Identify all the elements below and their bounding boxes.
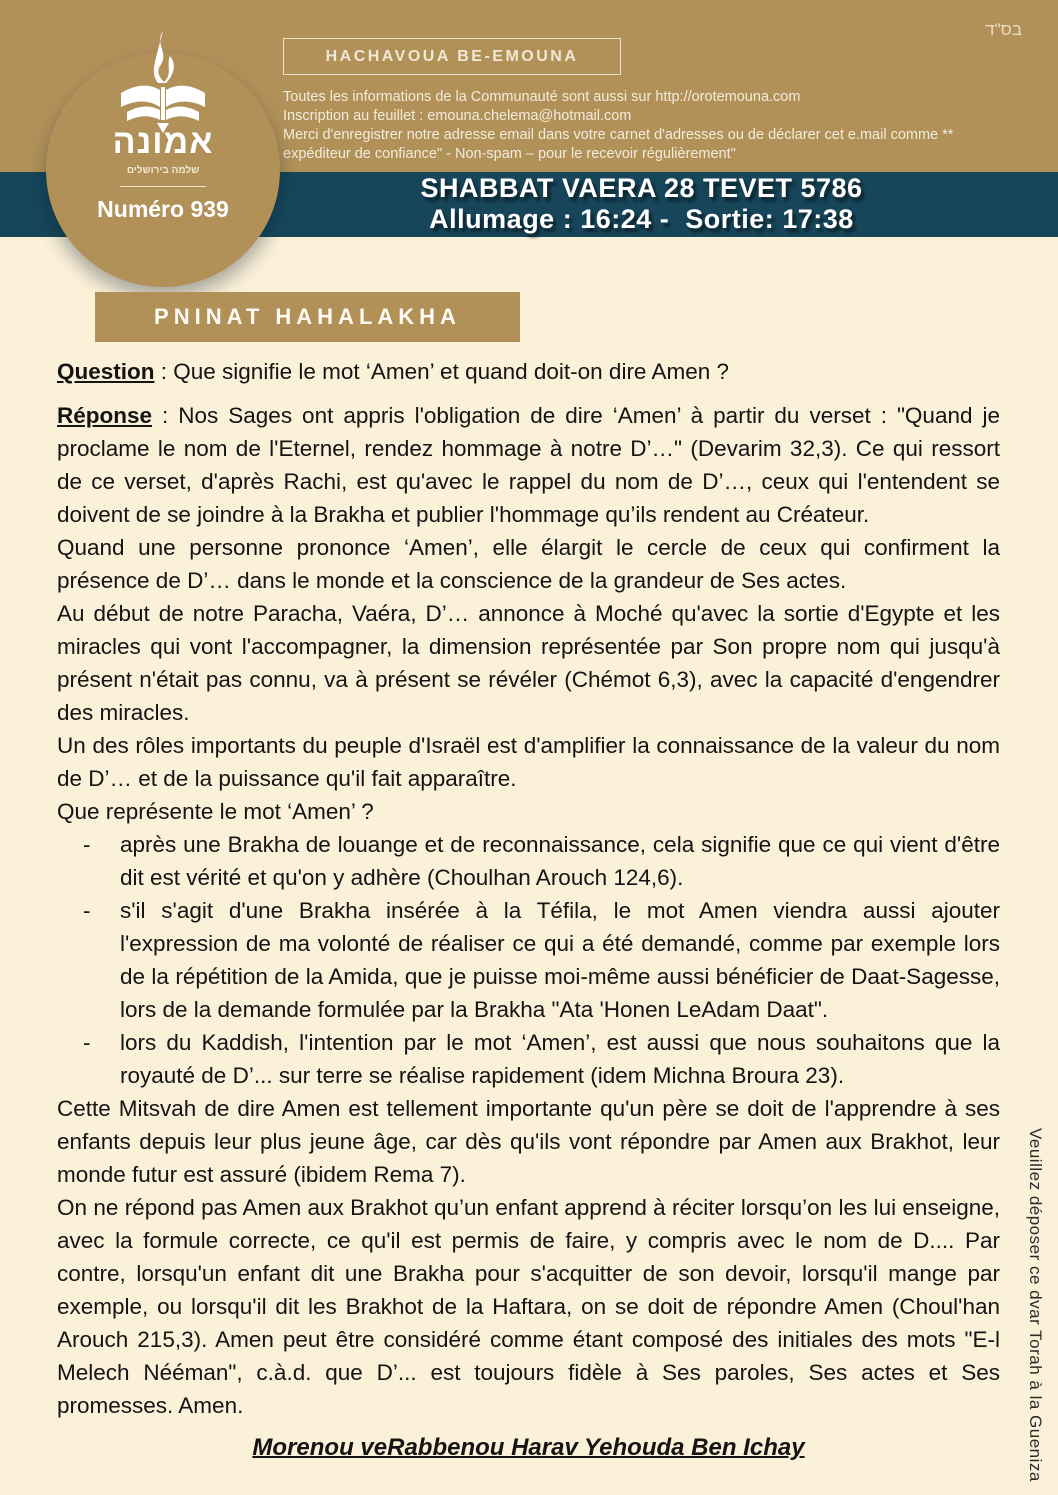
candle-times: Allumage : 16:24 - Sortie: 17:38 bbox=[429, 204, 854, 234]
answer-label: Réponse bbox=[57, 403, 153, 428]
paragraph: On ne répond pas Amen aux Brakhot qu’un enfant apprend à réciter lorsqu’on les lui enseigne, avec la formule correcte, ce qu'il est permis de faire, y compris avec le nom de D.... Par contre, lorsqu'un enfant dit une Brakha pour s'acquitter de son devoir, lorsqu'il mange par exemple, ou lorsqu'il dit les Brakhot de la Haftara, on se doit de répondre Amen (Choul'han Arouch 215,3). Amen peut être considéré comme étant composé des initiales des mots "E-l Melech Nééman", c.à.d. que D’... est toujours fidèle à Ses paroles, Ses actes et Ses promesses. Amen. bbox=[57, 1195, 1000, 1418]
list-item bbox=[57, 894, 1000, 1026]
question-line bbox=[57, 356, 1000, 388]
shabbat-band-text bbox=[280, 173, 1003, 235]
list-item-text: lors du Kaddish, l'intention par le mot ‘Amen’, est aussi que nous souhaitons que la royauté de D’... sur terre se réalise rapidement (idem Michna Broura 23). bbox=[120, 1030, 1000, 1088]
list-item-text: s'il s'agit d'une Brakha insérée à la Téfila, le mot Amen viendra aussi ajouter l'expression de ma volonté de réaliser ce qui a été demandé, comme par exemple lors de la répétition de la Amida, que je puisse moi-même aussi bénéficier de Daat-Sagesse, lors de la demande formulée par la Brakha "Ata 'Honen LeAdam Daat". bbox=[120, 898, 1000, 1022]
answer-paragraph bbox=[57, 399, 1000, 531]
shabbat-title: SHABBAT VAERA 28 TEVET 5786 bbox=[420, 173, 863, 203]
list-item-text: après une Brakha de louange et de reconnaissance, cela signifie que ce qui vient d'être dit est vérité et qu'on y adhère (Choulhan Arouch 124,6). bbox=[120, 832, 1000, 890]
info-line-notice-2: expéditeur de confiance" - Non-spam – pour le recevoir régulièrement" bbox=[283, 146, 736, 162]
paragraph: Cette Mitsvah de dire Amen est tellement importante qu'un père se doit de l'apprendre à ses enfants depuis leur plus jeune âge, car dès qu'ils vont répondre par Amen aux Brakhot, leur monde futur est assuré (ibidem Rema 7). bbox=[57, 1096, 1000, 1187]
masthead-info bbox=[283, 88, 1003, 164]
dash-bullet-icon: - bbox=[83, 832, 91, 857]
logo-circle bbox=[46, 53, 280, 287]
answer-text: : Nos Sages ont appris l'obligation de dire ‘Amen’ à partir du verset : "Quand je proclame le nom de l'Eternel, rendez hommage à notre D’…" (Devarim 32,3). Ce qui ressort de ce verset, d'après Rachi, est qu'avec le rappel du nom de D’…, ceux qui l'entendent se doivent de se joindre à la Brakha et publier l'hommage qu’ils rendent au Créateur. bbox=[57, 403, 1000, 527]
circle-divider bbox=[120, 186, 206, 187]
author-signature: Morenou veRabbenou Harav Yehouda Ben Ichay bbox=[252, 1434, 805, 1461]
paragraph: Au début de notre Paracha, Vaéra, D’… annonce à Moché qu'avec la sortie d'Egypte et les miracles qui vont l'accompagner, la dimension représentée par Son propre nom qui jusqu'à présent n'était pas connu, va à présent se révéler (Chémot 6,3), avec la capacité d'engendrer des miracles. bbox=[57, 601, 1000, 725]
masthead-title: HACHAVOUA BE-EMOUNA bbox=[325, 47, 579, 65]
amen-meanings-list bbox=[57, 828, 1000, 1092]
logo-hebrew-subtext: שלמה בירושלים bbox=[126, 165, 200, 176]
info-line-email: Inscription au feuillet : emouna.chelema@hotmail.com bbox=[283, 108, 632, 124]
paragraph: Un des rôles importants du peuple d'Israël est d'amplifier la connaissance de la valeur du nom de D’… et de la puissance qu'il fait apparaître. bbox=[57, 733, 1000, 791]
bsd-mark: בס"ד bbox=[985, 20, 1022, 39]
info-line-notice-1: Merci d'enregistrer notre adresse email dans votre carnet d'adresses ou de déclarer cet e.mail comme ** bbox=[283, 127, 954, 143]
logo-hebrew-name: אמונה bbox=[112, 123, 214, 161]
gueniza-note: Veuillez déposer ce dvar Torah à la Gueniza bbox=[1026, 1128, 1045, 1482]
dash-bullet-icon: - bbox=[83, 1030, 91, 1055]
list-item bbox=[57, 828, 1000, 894]
issue-number: Numéro 939 bbox=[97, 196, 229, 222]
article-body bbox=[57, 356, 1000, 1462]
section-title: PNINAT HAHALAKHA bbox=[154, 304, 461, 329]
list-item bbox=[57, 1026, 1000, 1092]
paragraph: Quand une personne prononce ‘Amen’, elle élargit le cercle de ceux qui confirment la présence de D’… dans le monde et la conscience de la grandeur de Ses actes. bbox=[57, 535, 1000, 593]
question-label: Question bbox=[57, 359, 155, 384]
info-line-website: Toutes les informations de la Communauté sont aussi sur http://orotemouna.com bbox=[283, 89, 801, 105]
question-text: : Que signifie le mot ‘Amen’ et quand doit-on dire Amen ? bbox=[154, 359, 730, 384]
paragraph: Que représente le mot ‘Amen’ ? bbox=[57, 799, 374, 824]
dash-bullet-icon: - bbox=[83, 898, 91, 923]
section-banner bbox=[95, 292, 520, 342]
masthead-title-box bbox=[283, 38, 621, 75]
